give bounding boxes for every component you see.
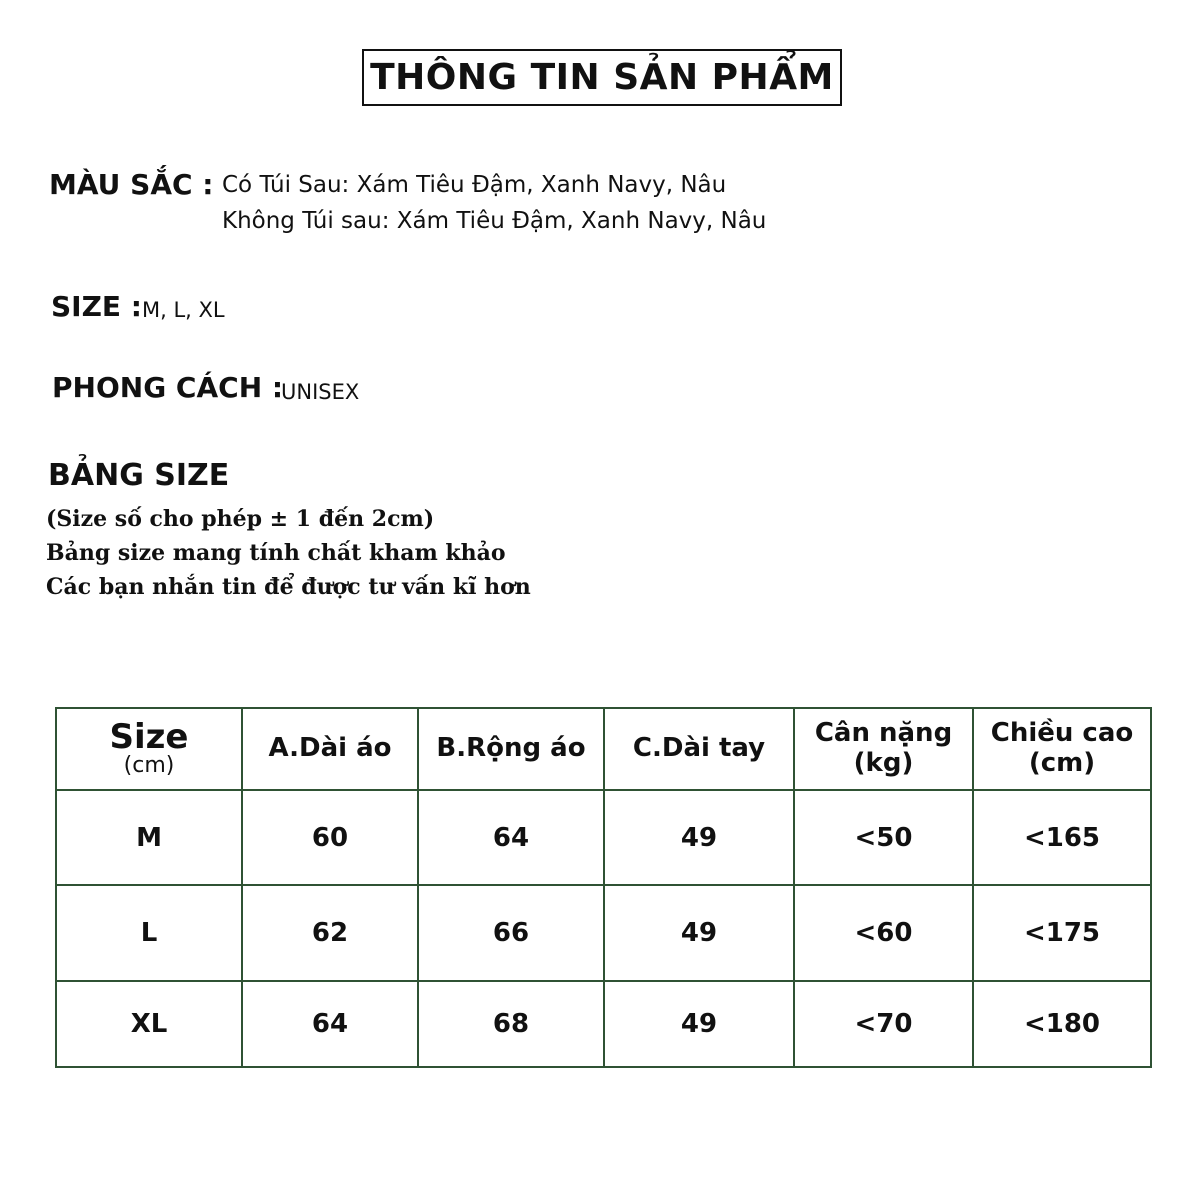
header-size: [56, 708, 242, 790]
size-chart-heading: BẢNG SIZE: [48, 458, 230, 493]
header-weight-main: Cân nặng: [814, 718, 953, 749]
header-height: [973, 708, 1151, 790]
style-value: UNISEX: [281, 380, 360, 404]
page-title: THÔNG TIN SẢN PHẨM: [362, 49, 842, 106]
cell-weight: <50: [794, 790, 973, 885]
size-table: [55, 707, 1152, 1068]
cell-size: L: [56, 885, 242, 981]
style-label: PHONG CÁCH :: [52, 371, 284, 404]
size-value: M, L, XL: [142, 298, 225, 322]
header-size-unit: (cm): [123, 752, 175, 778]
cell-size: XL: [56, 981, 242, 1067]
header-weight-unit: (kg): [853, 748, 914, 778]
cell-width: 64: [418, 790, 604, 885]
header-size-main: Size: [109, 716, 189, 757]
size-label: SIZE :: [51, 290, 142, 323]
cell-weight: <70: [794, 981, 973, 1067]
color-label: MÀU SẮC :: [49, 168, 214, 201]
header-weight: [794, 708, 973, 790]
cell-sleeve: 49: [604, 885, 794, 981]
header-width: B.Rộng áo: [418, 708, 604, 790]
header-sleeve: C.Dài tay: [604, 708, 794, 790]
header-length: A.Dài áo: [242, 708, 418, 790]
cell-length: 60: [242, 790, 418, 885]
size-note-contact: Các bạn nhắn tin để được tư vấn kĩ hơn: [46, 574, 531, 600]
cell-sleeve: 49: [604, 981, 794, 1067]
cell-length: 64: [242, 981, 418, 1067]
cell-size: M: [56, 790, 242, 885]
color-value-with-pocket: Có Túi Sau: Xám Tiêu Đậm, Xanh Navy, Nâu: [222, 172, 727, 198]
table-row: [56, 790, 1151, 885]
table-row: [56, 885, 1151, 981]
table-row: [56, 981, 1151, 1067]
cell-weight: <60: [794, 885, 973, 981]
size-note-reference: Bảng size mang tính chất kham khảo: [46, 540, 506, 566]
table-header-row: [56, 708, 1151, 790]
header-height-main: Chiều cao: [990, 718, 1134, 749]
cell-height: <175: [973, 885, 1151, 981]
cell-width: 68: [418, 981, 604, 1067]
cell-width: 66: [418, 885, 604, 981]
cell-height: <180: [973, 981, 1151, 1067]
color-value-no-pocket: Không Túi sau: Xám Tiêu Đậm, Xanh Navy, Nâu: [222, 208, 767, 234]
cell-length: 62: [242, 885, 418, 981]
header-height-unit: (cm): [1028, 748, 1096, 778]
size-note-tolerance: (Size số cho phép ± 1 đến 2cm): [46, 506, 435, 532]
cell-height: <165: [973, 790, 1151, 885]
cell-sleeve: 49: [604, 790, 794, 885]
